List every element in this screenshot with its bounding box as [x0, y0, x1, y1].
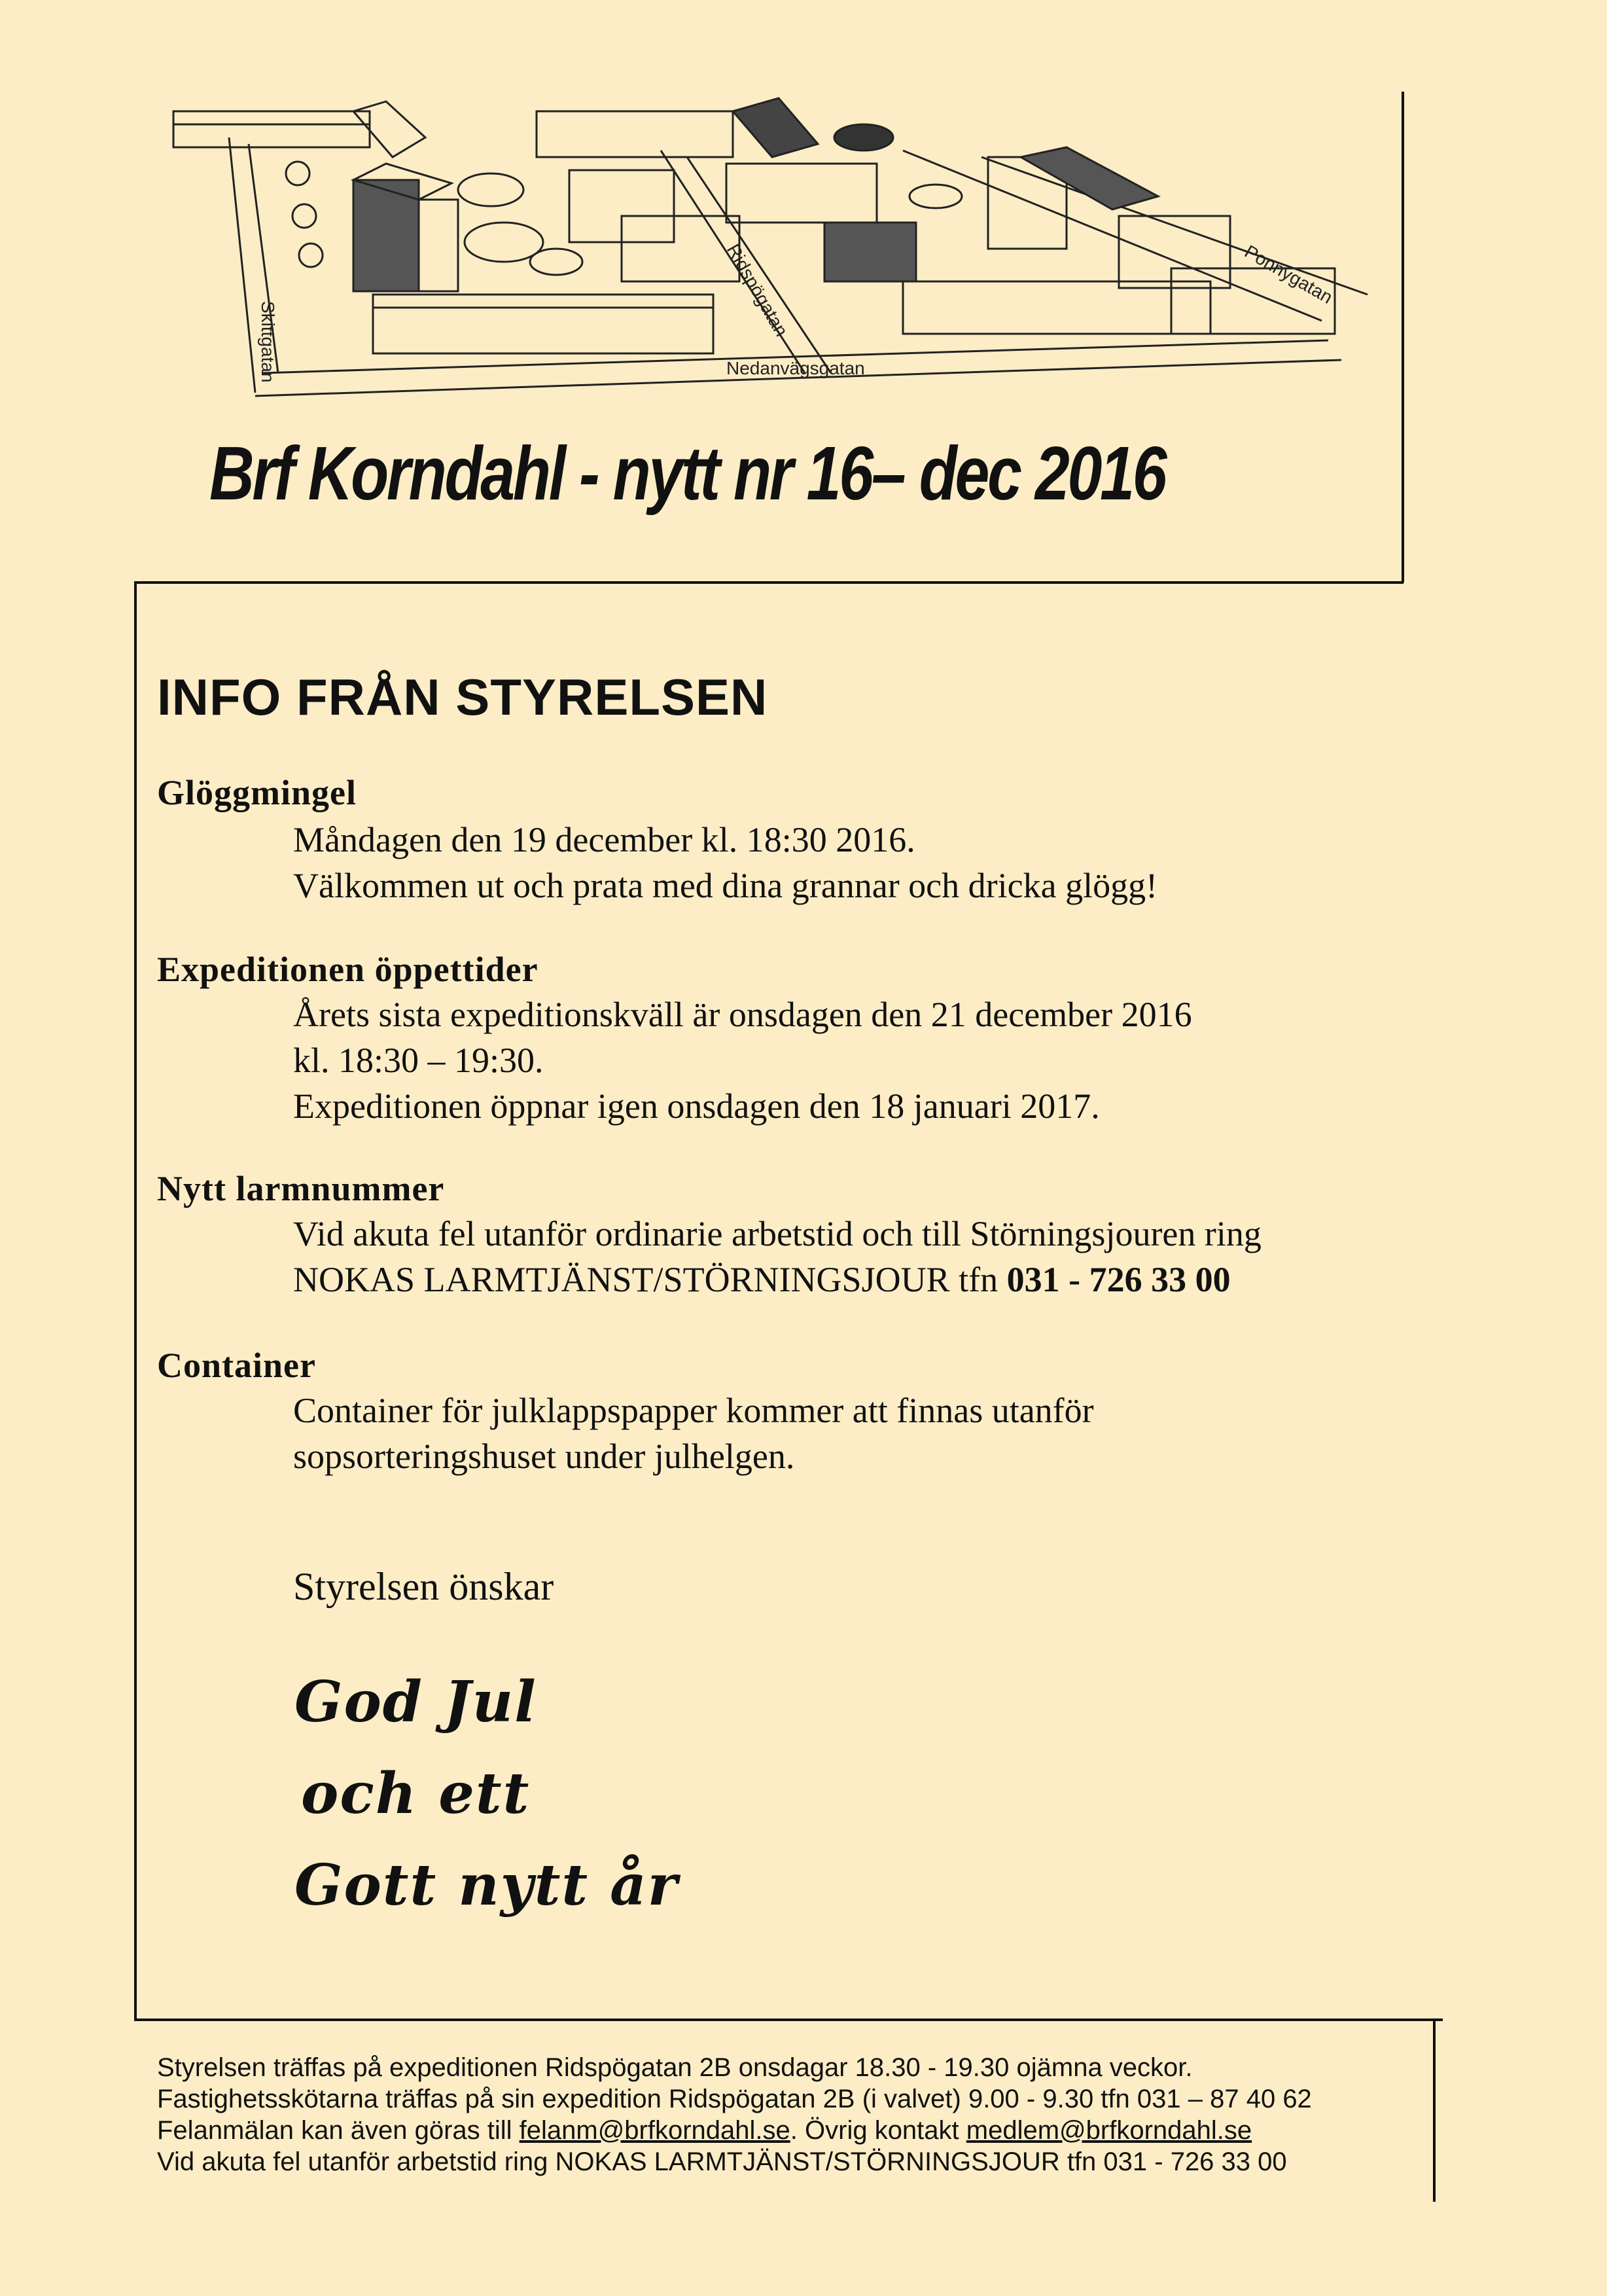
greeting-gott-nytt-ar: Gott nytt år	[294, 1852, 679, 1918]
footer-text: . Övrig kontakt	[790, 2116, 966, 2145]
info-frame-bottom	[134, 2018, 1443, 2021]
footer-line: Fastighetsskötarna träffas på sin expedition Ridspögatan 2B (i valvet) 9.00 - 9.30 tfn 031 – 87 40 62	[157, 2085, 1312, 2113]
alarm-line-prefix: NOKAS LARMTJÄNST/STÖRNINGSJOUR tfn	[293, 1260, 1007, 1299]
felanm-email-link[interactable]: felanm@brfkorndahl.se	[519, 2116, 790, 2145]
section-heading-larmnummer: Nytt larmnummer	[157, 1169, 445, 1208]
header-frame-bottom	[134, 581, 1404, 584]
section-body-larmnummer	[293, 1211, 1262, 1302]
section-body-oppettider	[293, 992, 1192, 1129]
footer-line	[157, 2115, 1312, 2146]
section-line: Måndagen den 19 december kl. 18:30 2016.	[293, 820, 915, 859]
section-line: Expeditionen öppnar igen onsdagen den 18 januari 2017.	[293, 1086, 1100, 1126]
street-label-nedanvagsgatan: Nedanvägsgatan	[726, 358, 865, 378]
greeting-och-ett: och ett	[301, 1761, 531, 1827]
section-body-container	[293, 1388, 1094, 1479]
newsletter-title: Brf Korndahl - nytt nr 16– dec 2016	[209, 431, 1165, 516]
info-heading: INFO FRÅN STYRELSEN	[157, 668, 768, 726]
street-label-ponnygatan: Ponnygatan	[1241, 241, 1336, 308]
section-line: Välkommen ut och prata med dina grannar och dricka glögg!	[293, 866, 1158, 905]
section-line: sopsorteringshuset under julhelgen.	[293, 1437, 795, 1476]
section-heading-oppettider: Expeditionen öppettider	[157, 950, 539, 989]
alarm-phone-number: 031 - 726 33 00	[1006, 1260, 1231, 1299]
section-line: Årets sista expeditionskväll är onsdagen den 21 december 2016	[293, 995, 1192, 1034]
footer-text: Felanmälan kan även göras till	[157, 2116, 520, 2145]
section-line: Vid akuta fel utanför ordinarie arbetstid och till Störningsjouren ring	[293, 1214, 1262, 1253]
footer-info	[157, 2052, 1312, 2178]
greeting-god-jul: God Jul	[294, 1669, 537, 1735]
wish-intro: Styrelsen önskar	[293, 1565, 554, 1608]
street-label-ridspogatan: Ridspögatan	[722, 240, 792, 340]
section-line: kl. 18:30 – 19:30.	[293, 1041, 544, 1080]
footer-line: Vid akuta fel utanför arbetstid ring NOKAS LARMTJÄNST/STÖRNINGSJOUR tfn 031 - 726 33 00	[157, 2147, 1287, 2176]
section-heading-container: Container	[157, 1346, 316, 1385]
section-line: Container för julklappspapper kommer att finnas utanför	[293, 1391, 1094, 1430]
street-label-skittgatan: Skittgatan	[258, 301, 278, 383]
header-frame-right	[1402, 92, 1404, 583]
area-map-illustration	[150, 85, 1381, 425]
medlem-email-link[interactable]: medlem@brfkorndahl.se	[966, 2116, 1252, 2145]
section-line-phone	[293, 1257, 1262, 1302]
footer-line: Styrelsen träffas på expeditionen Ridspögatan 2B onsdagar 18.30 - 19.30 ojämna veckor.	[157, 2053, 1193, 2082]
section-body-gloggmingel	[293, 817, 1157, 908]
info-frame-left	[134, 581, 137, 2021]
footer-frame-right	[1433, 2018, 1436, 2202]
section-heading-gloggmingel: Glöggmingel	[157, 773, 357, 812]
